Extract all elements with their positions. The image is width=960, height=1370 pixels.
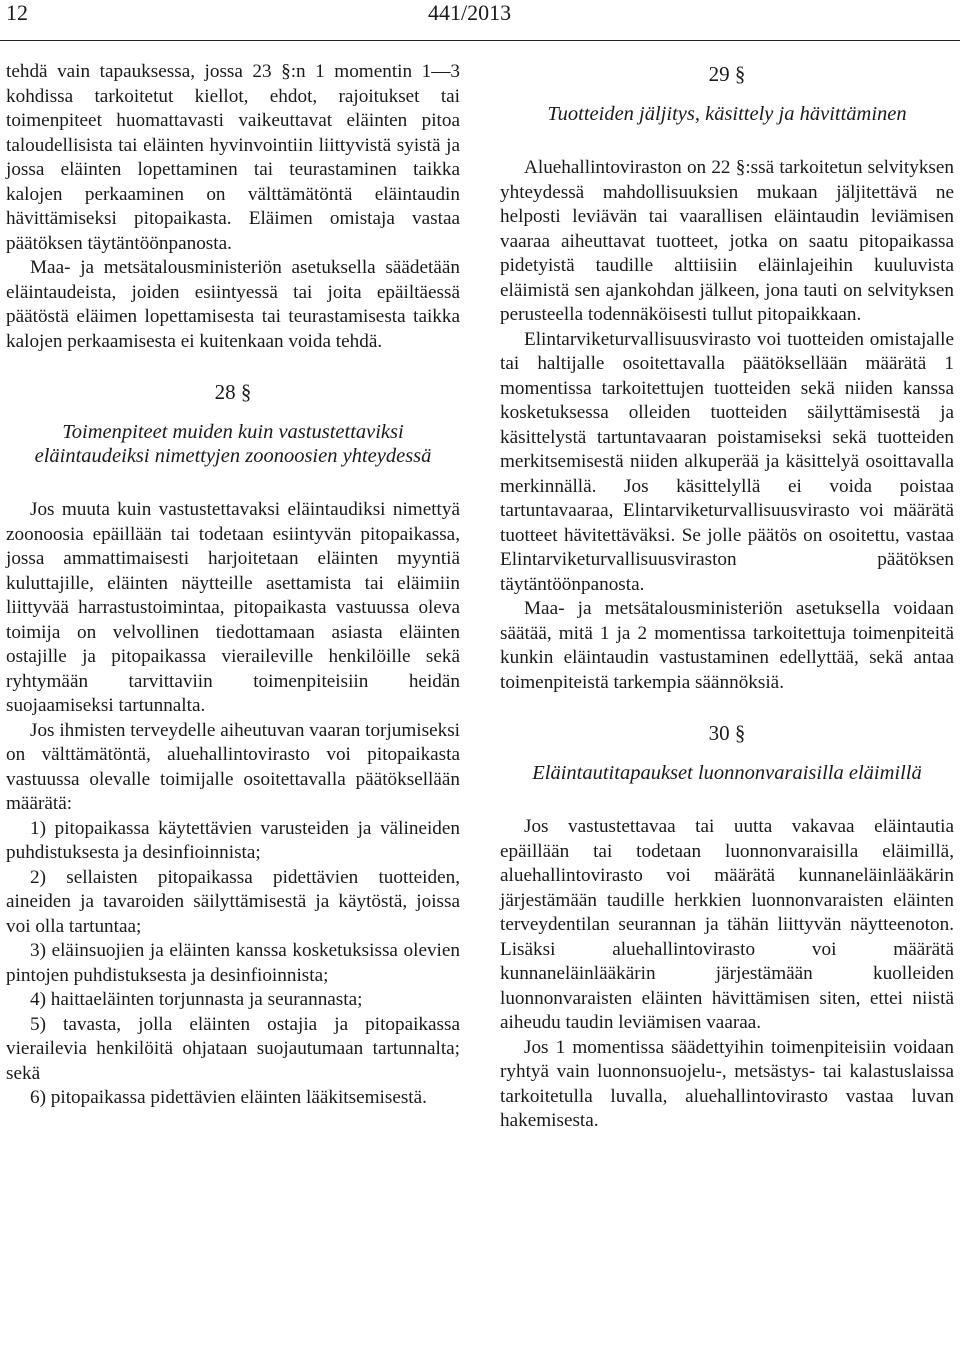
- list-item: 5) tavasta, jolla eläinten ostajia ja pitopaikassa vierailevia henkilöitä ohjataan suojautumaan tartunnalta; sekä: [6, 1013, 460, 1084]
- paragraph: Jos muuta kuin vastustettavaksi eläintaudiksi nimettyä zoonoosia epäillään tai todetaan esiintyvän pitopaikassa, jossa ammattimaisesti harjoitetaan eläinten myyntiä kuluttajille, eläinten näytteille asettamista tai eläimiin liittyvää harrastustoimintaa, pitopaikasta vastuussa oleva toimija on velvollinen tiedottamaan asiasta eläinten ostajille ja pitopaikassa vieraileville henkilöille sekä ryhtymään tarvittaviin toimenpiteisiin heidän suojaamiseksi tartunnalta.: [6, 499, 460, 716]
- section-title: Tuotteiden jäljitys, käsittely ja hävittäminen: [547, 103, 907, 125]
- paragraph: Jos ihmisten terveydelle aiheutuvan vaaran torjumiseksi on välttämätöntä, aluehallintovirasto voi pitopaikasta vastuussa olevalle toimijalle osoitettavalla päätöksellään määrätä:: [6, 719, 461, 814]
- paragraph: tehdä vain tapauksessa, jossa 23 §:n 1 momentin 1—3 kohdissa tarkoitetut kiellot, ehdot, rajoitukset tai toimenpiteet huomattavasti vaikeuttavat eläinten pitoa taloudellisista tai eläinten hyvinvointiin liittyvistä syistä ja jossa eläinten lopettaminen tai teurastaminen taikka kalojen perkaaminen on välttämätöntä eläintaudin hävittämiseksi pitopaikasta. Eläimen omistaja vastaa päätöksen täytäntöönpanosta.: [6, 61, 460, 254]
- paragraph: Maa- ja metsätalousministeriön asetuksella säädetään eläintaudeista, joiden esiintyessä tai joita epäiltäessä päätöstä eläimen lopettamisesta tai teurastamisesta taikka kalojen perkaamisesta ei kuitenkaan voida tehdä.: [6, 257, 460, 352]
- section-title: Toimenpiteet muiden kuin vastustettaviksi eläintaudeiksi nimettyjen zoonoosien yhteydessä: [34, 421, 432, 467]
- list-item: 6) pitopaikassa pidettävien eläinten lääkitsemisestä.: [30, 1087, 427, 1108]
- section-title: Eläintautitapaukset luonnonvaraisilla eläimillä: [532, 762, 922, 784]
- list-item: 3) eläinsuojien ja eläinten kanssa kosketuksissa olevien pintojen puhdistuksesta ja desinfioinnista;: [6, 940, 460, 986]
- paragraph: Aluehallintoviraston on 22 §:ssä tarkoitetun selvityksen yhteydessä mahdollisuuksien mukaan jäljitettävä ne helposti leviävän tai vaarallisen eläintaudin leviämisen vaaraa aiheuttavat tuotteet, jotka on saatu pitopaikassa pidetyistä taudille alttiisiin eläinlajeihin kuuluvista eläimistä sen ajankohdan jälkeen, jona tauti on selvityksen perusteella todennäköisesti tullut pitopaikkaan.: [500, 157, 954, 325]
- right-column: [500, 60, 954, 1134]
- section-number: 30 §: [708, 721, 746, 745]
- page-number: 12: [6, 0, 28, 25]
- paragraph: Maa- ja metsätalousministeriön asetuksella voidaan säätää, mitä 1 ja 2 momentissa tarkoitettuja toimenpiteitä kunkin eläintaudin vastustaminen edellyttää, sekä antaa toimenpiteistä tarkempia säännöksiä.: [500, 598, 954, 693]
- paragraph: Elintarviketurvallisuusvirasto voi tuotteiden omistajalle tai haltijalle osoitettavalla päätöksellään määrätä 1 momentissa tarkoitettujen tuotteiden sekä niiden kanssa kosketuksessa olleiden tuotteiden säilyttämisestä ja käsittelystä tartuntavaaran poistamiseksi sekä tuotteiden merkitsemisestä niiden alkuperää ja käsittelyä osoittavalla merkinnällä. Jos käsittelyllä ei voida poistaa tartuntavaaraa, Elintarviketurvallisuusvirasto voi määrätä tuotteet hävitettäväksi. Se jolle päätös on osoitettu, vastaa Elintarviketurvallisuusviraston päätöksen täytäntöönpanosta.: [500, 328, 954, 595]
- paragraph: Jos vastustettavaa tai uutta vakavaa eläintautia epäillään tai todetaan luonnonvaraisilla eläimillä, aluehallintovirasto voi määrätä kunnaneläinlääkärin järjestämään taudille herkkien luonnonvaraisten eläinten terveydentilan seurannan ja tähän liittyvän näytteenoton. Lisäksi aluehallintovirasto voi määrätä kunnaneläinlääkärin järjestämään kuolleiden luonnonvaraisten eläinten hävittämisen siten, ettei niistä aiheudu taudin leviämisen vaaraa.: [500, 816, 954, 1033]
- list-item: 2) sellaisten pitopaikassa pidettävien tuotteiden, aineiden ja tavaroiden säilyttämisestä ja käytöstä, joissa voi olla tartuntaa;: [6, 866, 460, 937]
- list-item: 1) pitopaikassa käytettävien varusteiden ja välineiden puhdistuksesta ja desinfioinnista;: [6, 817, 460, 863]
- left-column: [6, 60, 460, 1111]
- list-item: 4) haittaeläinten torjunnasta ja seurannasta;: [30, 989, 363, 1010]
- section-number: 28 §: [214, 380, 252, 404]
- document-number: 441/2013: [428, 0, 512, 25]
- paragraph: Jos 1 momentissa säädettyihin toimenpiteisiin voidaan ryhtyä vain luonnonsuojelu-, metsästys- tai kalastuslaissa tarkoitetulla luvalla, aluehallintovirasto vastaa luvan hakemisesta.: [500, 1036, 954, 1131]
- section-number: 29 §: [708, 62, 746, 86]
- page-header: [0, 0, 960, 41]
